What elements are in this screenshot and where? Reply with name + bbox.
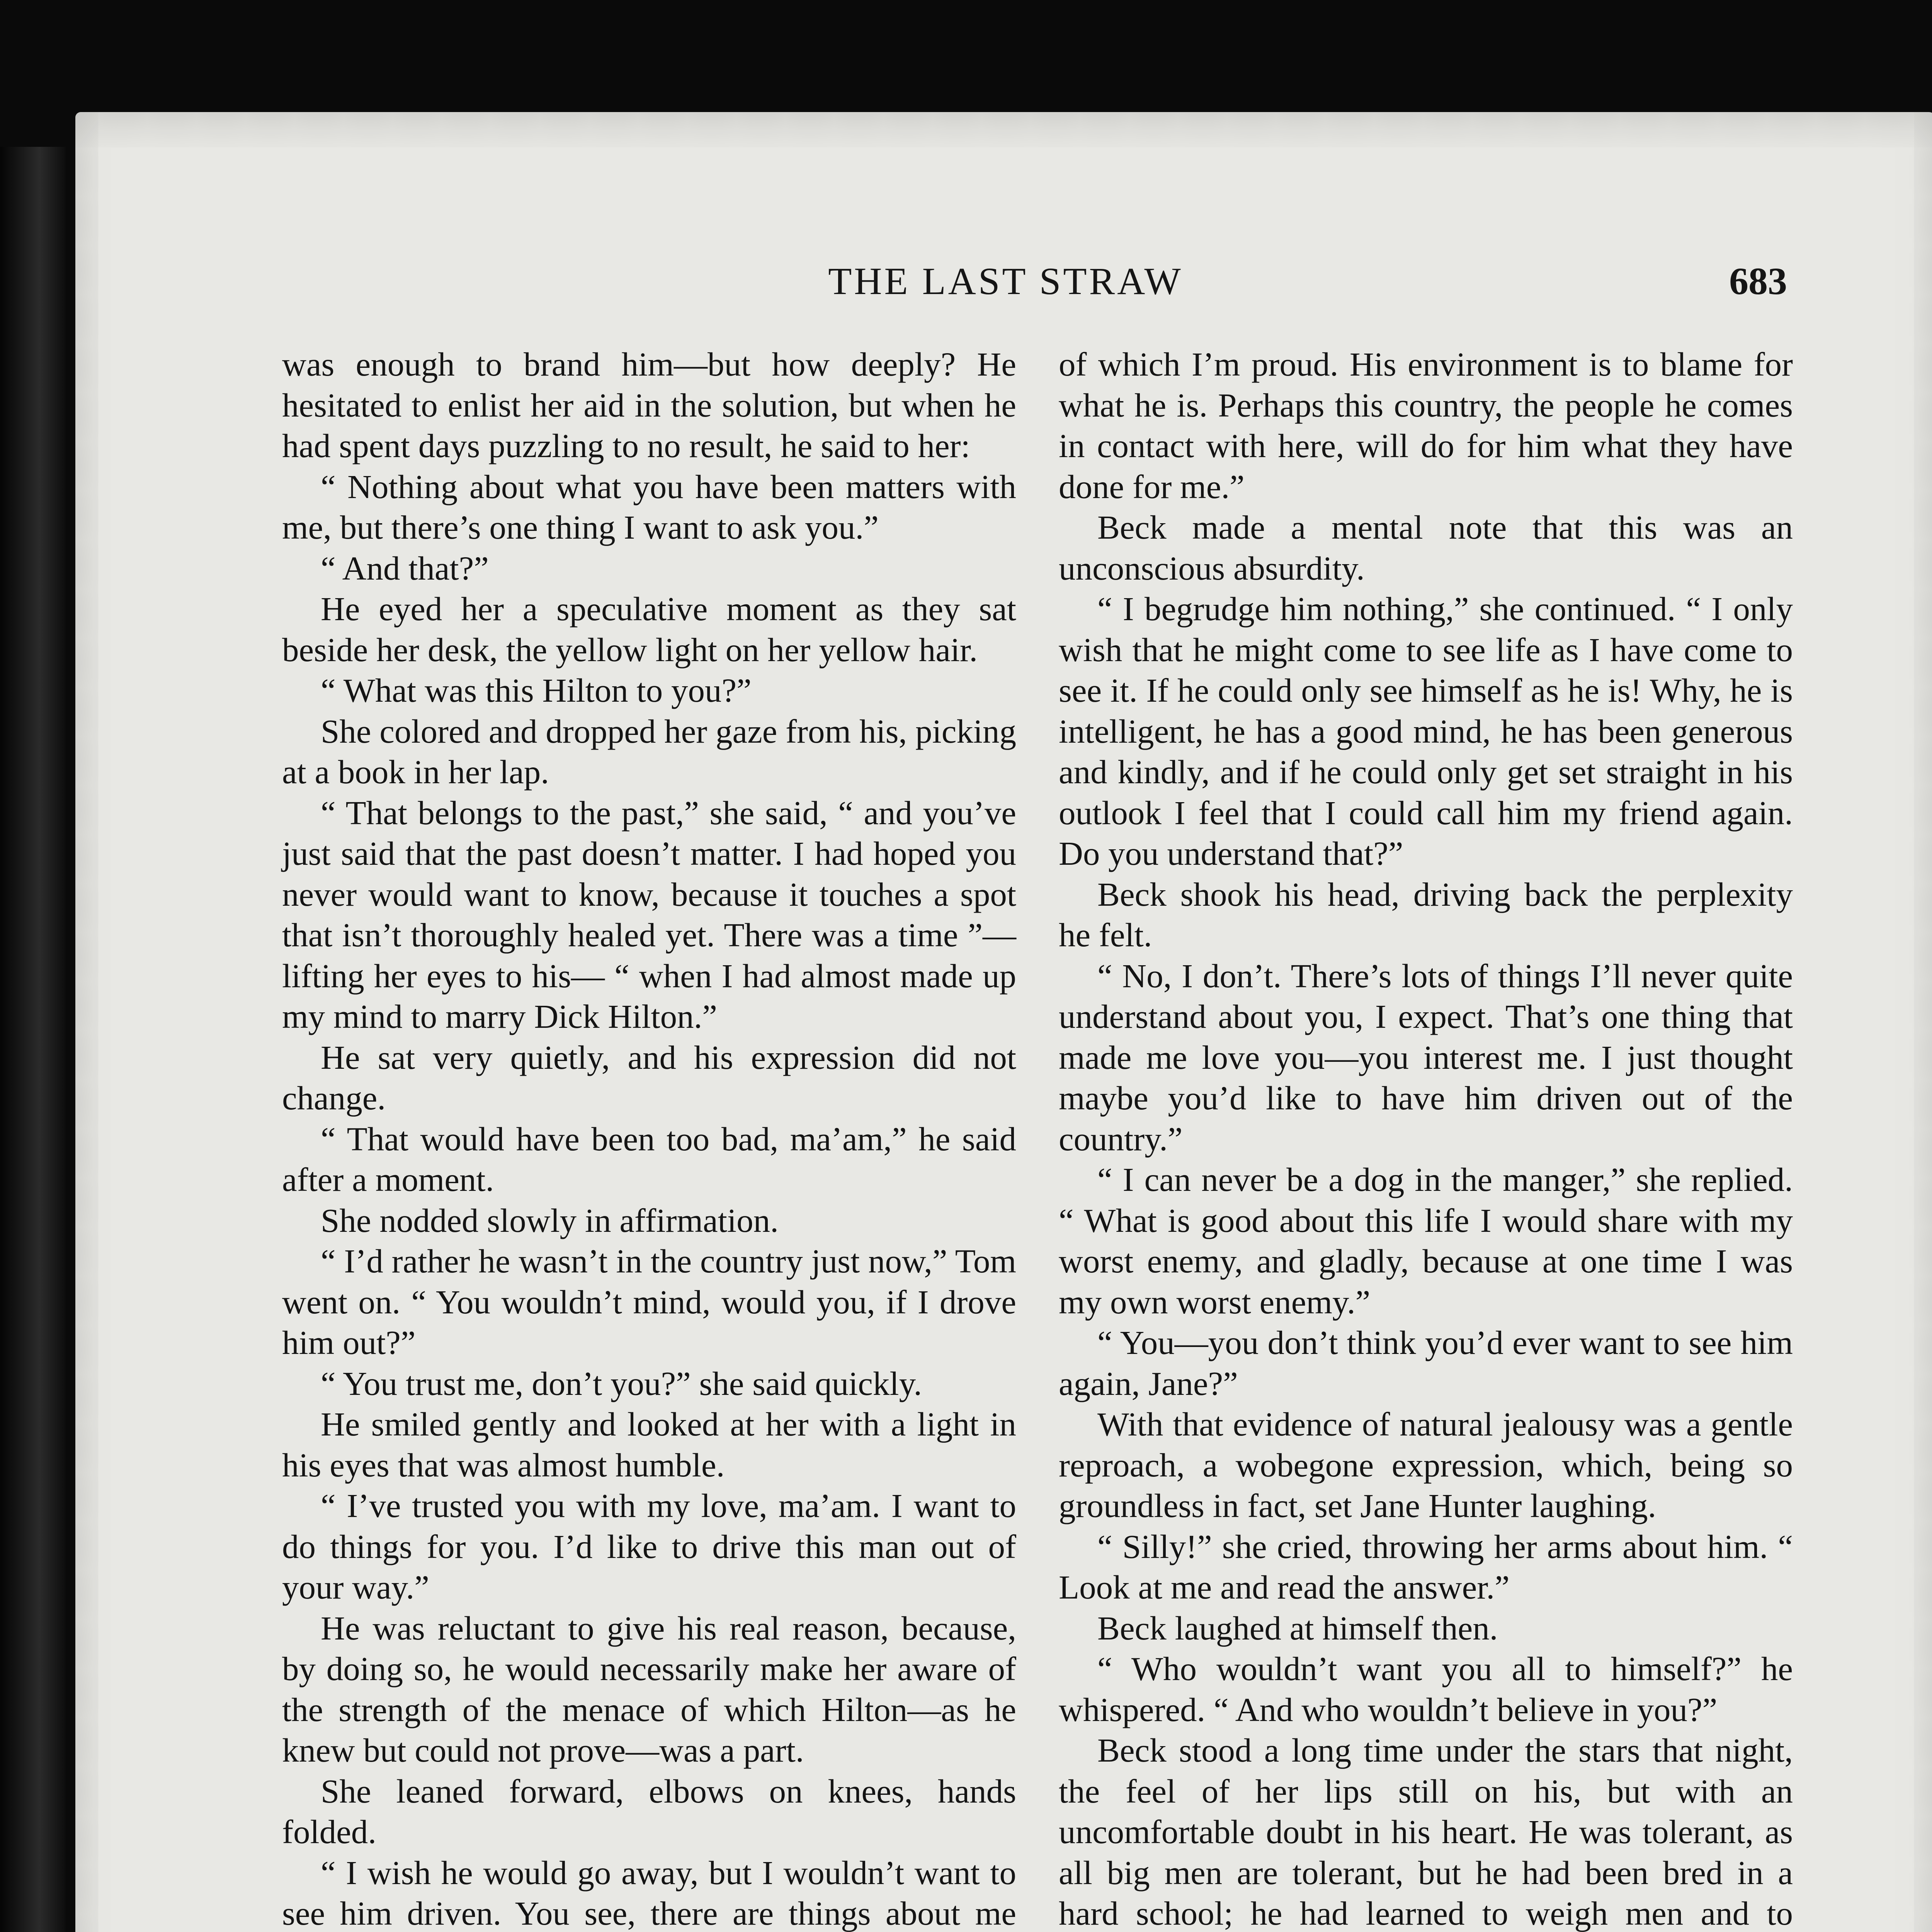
paragraph: “ No, I don’t. There’s lots of things I’ll never quite understand about you, I expect. That’s one thing that made me love you—you interest me. I just thought maybe you’d like to have him driven out of the country.” bbox=[1059, 957, 1793, 1158]
running-title: THE LAST STRAW bbox=[828, 260, 1183, 303]
book-spine-shadow bbox=[0, 147, 66, 1932]
paragraph: “ That belongs to the past,” she said, “ and you’ve just said that the past doesn’t matter. I had hoped you never would want to know, because it touches a spot that isn’t thoroughly healed yet. There was a time ”—lifting her eyes to his— “ when I had almost made up my mind to marry Dick Hilton.” bbox=[282, 794, 1016, 1035]
paragraph: He eyed her a speculative moment as they sat beside her desk, the yellow light on her yellow hair. bbox=[282, 590, 1016, 668]
paragraph: She colored and dropped her gaze from his, picking at a book in her lap. bbox=[282, 712, 1016, 791]
paragraph: “ Nothing about what you have been matters with me, but there’s one thing I want to ask you.” bbox=[282, 468, 1016, 546]
paragraph: Beck made a mental note that this was an unconscious absurdity. bbox=[1059, 509, 1793, 587]
text-column-right bbox=[1059, 344, 1793, 1932]
paragraph: “ I can never be a dog in the manger,” she replied. “ What is good about this life I would share with my worst enemy, and gladly, because at one time I was my own worst enemy.” bbox=[1059, 1161, 1793, 1321]
paragraph: “ I’d rather he wasn’t in the country just now,” Tom went on. “ You wouldn’t mind, would you, if I drove him out?” bbox=[282, 1242, 1016, 1361]
book-page bbox=[75, 112, 1932, 1932]
paragraph: “ You trust me, don’t you?” she said quickly. bbox=[321, 1364, 922, 1402]
paragraph: Beck stood a long time under the stars that night, the feel of her lips still on his, but with an uncomfortable doubt in his heart. He was tolerant, as all big men are tolerant, but he had been bred in a hard school; he had learned to weigh men and to bbox=[1059, 1731, 1793, 1932]
paragraph: was enough to brand him—but how deeply? He hesitated to enlist her aid in the solution, but when he had spent days puzzling to no result, he said to her: bbox=[282, 345, 1016, 464]
page-number: 683 bbox=[1729, 260, 1787, 303]
text-column-left bbox=[282, 344, 1016, 1932]
paragraph: “ What was this Hilton to you?” bbox=[321, 672, 752, 709]
paragraph: She leaned forward, elbows on knees, hands folded. bbox=[282, 1772, 1016, 1850]
paragraph: With that evidence of natural jealousy was a gentle reproach, a wobegone expression, which, being so groundless in fact, set Jane Hunter laughing. bbox=[1059, 1405, 1793, 1524]
paragraph: “ That would have been too bad, ma’am,” he said after a moment. bbox=[282, 1120, 1016, 1198]
paragraph: He sat very quietly, and his expression did not change. bbox=[282, 1038, 1016, 1117]
paragraph: He was reluctant to give his real reason, because, by doing so, he would necessarily make her aware of the strength of the menace of which Hilton—as he knew but could not prove—was a part. bbox=[282, 1609, 1016, 1769]
paragraph: Beck shook his head, driving back the perplexity he felt. bbox=[1059, 875, 1793, 954]
paragraph: “ Silly!” she cried, throwing her arms about him. “ Look at me and read the answer.” bbox=[1059, 1527, 1793, 1606]
paragraph: “ I’ve trusted you with my love, ma’am. I want to do things for you. I’d like to drive this man out of your way.” bbox=[282, 1487, 1016, 1606]
paragraph: He smiled gently and looked at her with a light in his eyes that was almost humble. bbox=[282, 1405, 1016, 1484]
paragraph: “ Who wouldn’t want you all to himself?” he whispered. “ And who wouldn’t believe in you?” bbox=[1059, 1650, 1793, 1728]
paragraph: “ You—you don’t think you’d ever want to see him again, Jane?” bbox=[1059, 1324, 1793, 1402]
paragraph: She nodded slowly in affirmation. bbox=[321, 1201, 779, 1239]
page-header bbox=[75, 259, 1932, 321]
paragraph: “ I begrudge him nothing,” she continued. “ I only wish that he might come to see life as I have come to see it. If he could only see himself as he is! Why, he is intelligent, he has a good mind, he has been generous and kindly, and if he could only get set straight in his outlook I feel that I could call him my friend again. Do you understand that?” bbox=[1059, 590, 1793, 872]
paragraph: “ I wish he would go away, but I wouldn’t want to see him driven. You see, there are things about me bbox=[282, 1854, 1016, 1932]
paragraph: of which I’m proud. His environment is to blame for what he is. Perhaps this country, the people he comes in contact with here, will do for him what they have done for me.” bbox=[1059, 345, 1793, 505]
paragraph: Beck laughed at himself then. bbox=[1097, 1609, 1498, 1647]
paragraph: “ And that?” bbox=[321, 549, 489, 587]
